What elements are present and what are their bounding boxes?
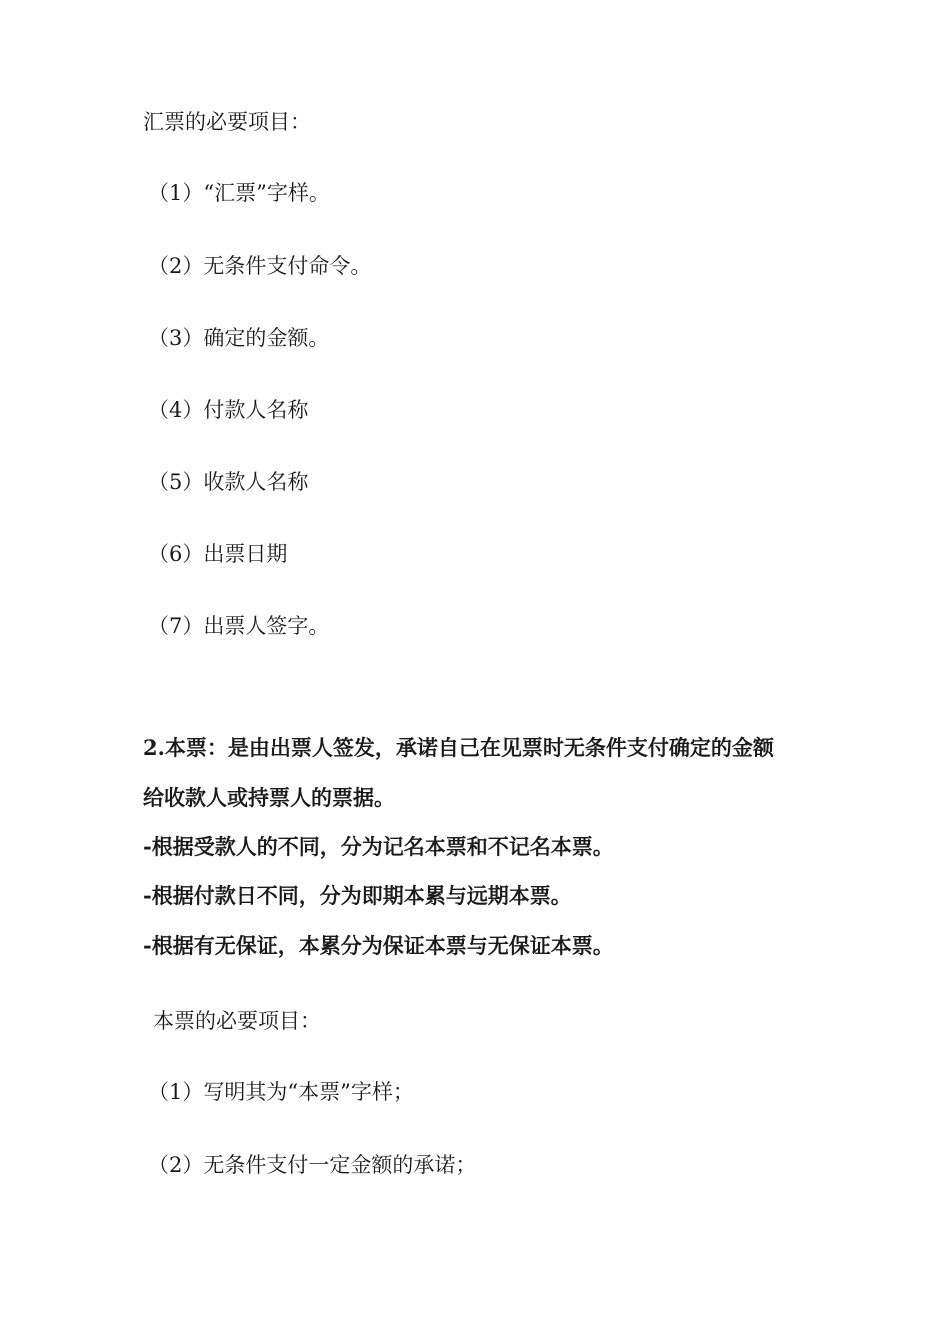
draft-item-1: （1）“汇票”字样。 bbox=[148, 181, 330, 205]
draft-item-6: （6）出票日期 bbox=[148, 542, 288, 566]
draft-item-7: （7）出票人签字。 bbox=[148, 614, 330, 638]
promissory-required-items-heading: 本票的必要项目： bbox=[153, 1009, 321, 1033]
promissory-definition-line-1: 2.本票：是由出票人签发，承诺自己在见票时无条件支付确定的金额 bbox=[143, 735, 774, 760]
promissory-definition-line-2: 给收款人或持票人的票据。 bbox=[143, 785, 395, 810]
promissory-item-1: （1）写明其为“本票”字样； bbox=[148, 1080, 414, 1104]
draft-item-2: （2）无条件支付命令。 bbox=[148, 254, 372, 278]
promissory-item-2: （2）无条件支付一定金额的承诺； bbox=[148, 1153, 477, 1177]
draft-item-5: （5）收款人名称 bbox=[148, 470, 309, 494]
promissory-bullet-3: -根据有无保证，本累分为保证本票与无保证本票。 bbox=[143, 933, 614, 958]
draft-item-3: （3）确定的金额。 bbox=[148, 326, 330, 350]
promissory-bullet-1: -根据受款人的不同，分为记名本票和不记名本票。 bbox=[143, 834, 614, 859]
promissory-bullet-2: -根据付款日不同，分为即期本累与远期本票。 bbox=[143, 883, 572, 908]
draft-required-items-heading: 汇票的必要项目： bbox=[143, 110, 311, 134]
draft-item-4: （4）付款人名称 bbox=[148, 398, 309, 422]
